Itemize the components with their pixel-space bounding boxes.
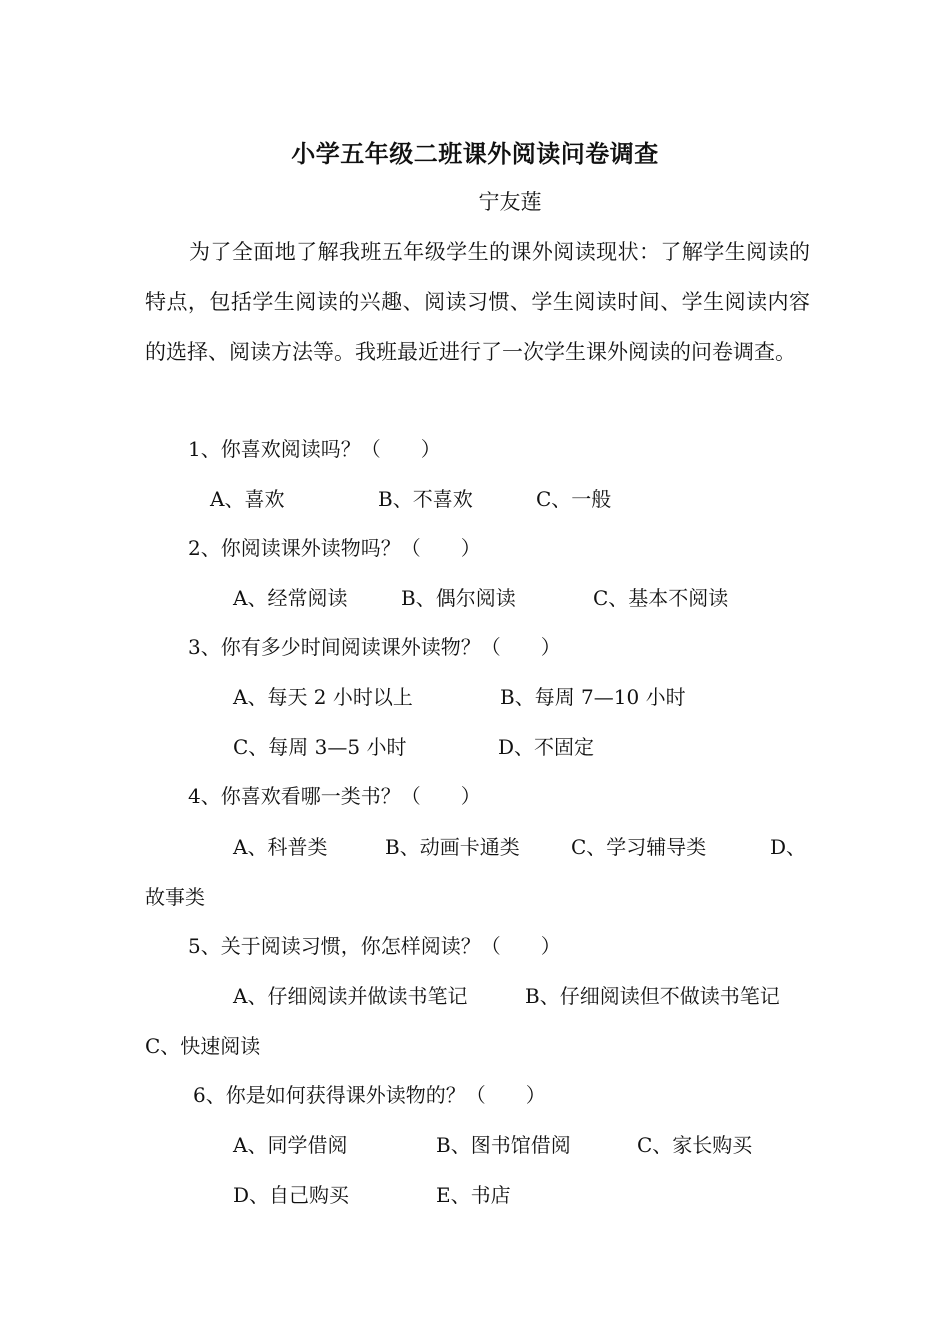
q2-option-c: C、基本不阅读 bbox=[593, 586, 729, 610]
q6-option-b: B、图书馆借阅 bbox=[436, 1133, 571, 1157]
q4-option-d-continued: 故事类 bbox=[145, 885, 205, 909]
q1-option-a: A、喜欢 bbox=[210, 487, 285, 511]
q5-option-b: B、仔细阅读但不做读书笔记 bbox=[525, 984, 780, 1008]
question-6: 6、你是如何获得课外读物的？（ ） bbox=[193, 1083, 546, 1107]
question-3: 3、你有多少时间阅读课外读物？（ ） bbox=[188, 635, 561, 659]
q6-option-d: D、自己购买 bbox=[233, 1183, 350, 1207]
q3-option-c: C、每周 3—5 小时 bbox=[233, 735, 407, 759]
q4-option-d: D、 bbox=[770, 835, 807, 859]
question-5: 5、关于阅读习惯，你怎样阅读？（ ） bbox=[188, 934, 561, 958]
q1-option-c: C、一般 bbox=[536, 487, 612, 511]
q3-option-b: B、每周 7—10 小时 bbox=[500, 685, 686, 709]
author-name: 宁友莲 bbox=[478, 190, 542, 214]
q1-option-b: B、不喜欢 bbox=[378, 487, 473, 511]
q6-option-a: A、同学借阅 bbox=[233, 1133, 348, 1157]
question-4: 4、你喜欢看哪一类书？（ ） bbox=[188, 784, 481, 808]
question-1: 1、你喜欢阅读吗？（ ） bbox=[188, 437, 441, 461]
q3-option-d: D、不固定 bbox=[498, 735, 595, 759]
document-title: 小学五年级二班课外阅读问卷调查 bbox=[291, 139, 659, 168]
question-2: 2、你阅读课外读物吗？（ ） bbox=[188, 536, 481, 560]
q2-option-b: B、偶尔阅读 bbox=[401, 586, 516, 610]
q4-option-c: C、学习辅导类 bbox=[571, 835, 707, 859]
q4-option-b: B、动画卡通类 bbox=[385, 835, 520, 859]
q5-option-c: C、快速阅读 bbox=[145, 1034, 261, 1058]
intro-paragraph: 为了全面地了解我班五年级学生的课外阅读现状：了解学生阅读的特点，包括学生阅读的兴趣、阅读习惯、学生阅读时间、学生阅读内容的选择、阅读方法等。我班最近进行了一次学生课外阅读的问卷调查。 bbox=[145, 240, 810, 364]
q5-option-a: A、仔细阅读并做读书笔记 bbox=[233, 984, 468, 1008]
q6-option-e: E、书店 bbox=[436, 1183, 511, 1207]
q3-option-a: A、每天 2 小时以上 bbox=[233, 685, 413, 709]
q6-option-c: C、家长购买 bbox=[637, 1133, 753, 1157]
q4-option-a: A、科普类 bbox=[233, 835, 328, 859]
q2-option-a: A、经常阅读 bbox=[233, 586, 348, 610]
